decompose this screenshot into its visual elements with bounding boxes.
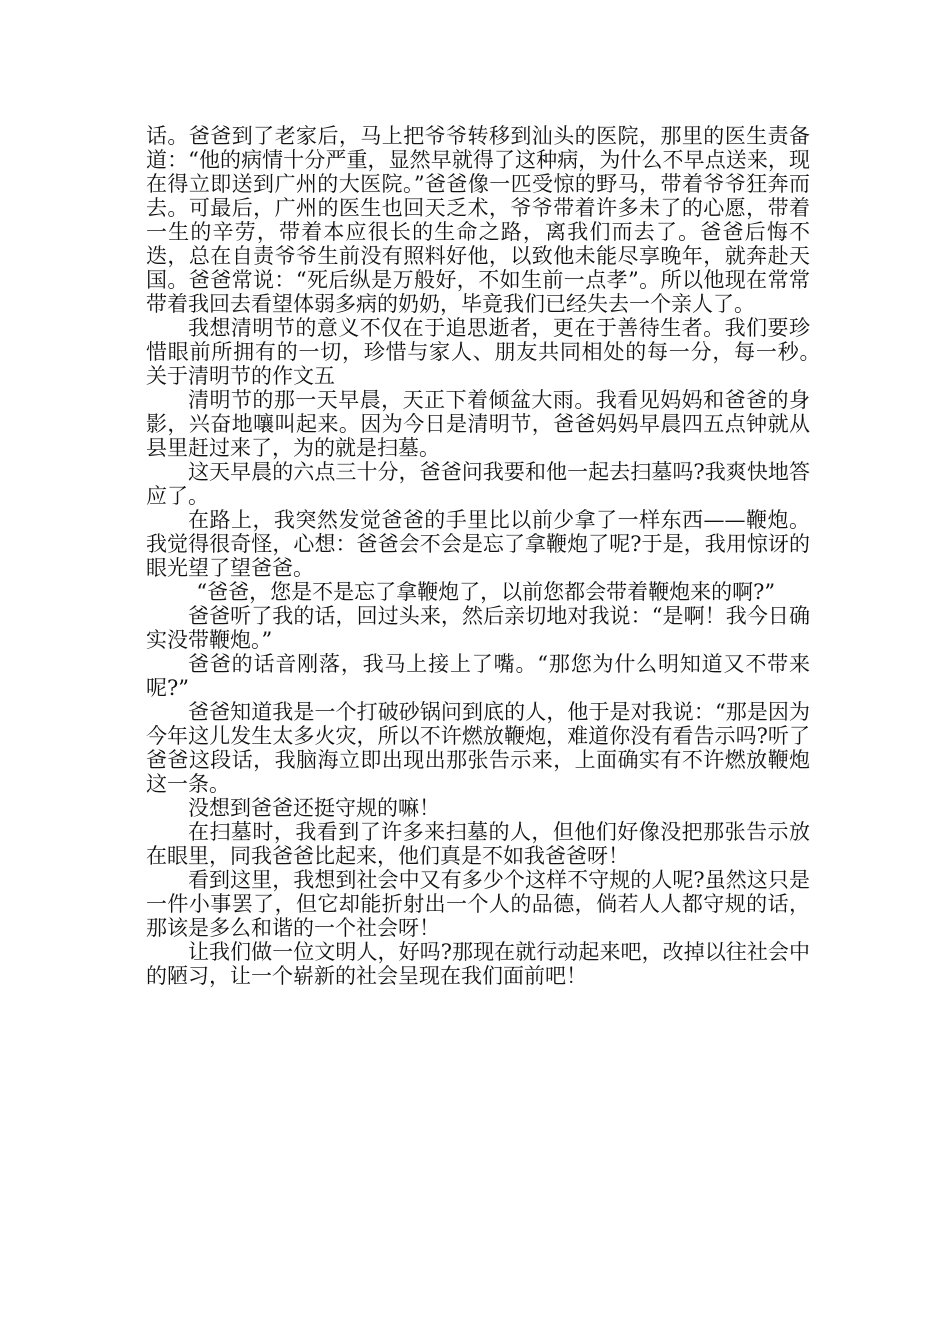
paragraph-3: 清明节的那一天早晨，天正下着倾盆大雨。我看见妈妈和爸爸的身影，兴奋地嚷叫起来。因为今日是清明节，爸爸妈妈早晨四五点钟就从县里赶过来了，为的就是扫墓。 (146, 388, 810, 460)
paragraph-5: 在路上，我突然发觉爸爸的手里比以前少拿了一样东西——鞭炮。我觉得很奇怪，心想：爸爸会不会是忘了拿鞭炮了呢?于是，我用惊讶的眼光望了望爸爸。 (146, 508, 810, 580)
paragraph-4: 这天早晨的六点三十分，爸爸问我要和他一起去扫墓吗?我爽快地答应了。 (146, 460, 810, 508)
paragraph-2: 我想清明节的意义不仅在于追思逝者，更在于善待生者。我们要珍惜眼前所拥有的一切，珍惜与家人、朋友共同相处的每一分，每一秒。 关于清明节的作文五 (146, 316, 852, 388)
paragraph-1: 话。爸爸到了老家后，马上把爷爷转移到汕头的医院，那里的医生责备道：“他的病情十分严重，显然早就得了这种病，为什么不早点送来，现在得立即送到广州的大医院。”爸爸像一匹受惊的野马，带着爷爷狂奔而去。可最后，广州的医生也回天乏术，爷爷带着许多未了的心愿，带着一生的辛劳，带着本应很长的生命之路，离我们而去了。爸爸后悔不迭，总在自责爷爷生前没有照料好他，以致他未能尽享晚年，就奔赴天国。爸爸常说：“死后纵是万般好，不如生前一点孝”。所以他现在常常带着我回去看望体弱多病的奶奶，毕竟我们已经失去一个亲人了。 (146, 124, 810, 316)
document-body (146, 124, 852, 988)
paragraph-11: 在扫墓时，我看到了许多来扫墓的人，但他们好像没把那张告示放在眼里，同我爸爸比起来，他们真是不如我爸爸呀！ (146, 820, 810, 868)
paragraph-13: 让我们做一位文明人，好吗?那现在就行动起来吧，改掉以往社会中的陋习，让一个崭新的社会呈现在我们面前吧！ (146, 940, 810, 988)
paragraph-9: 爸爸知道我是一个打破砂锅问到底的人，他于是对我说：“那是因为今年这儿发生太多火灾，所以不许燃放鞭炮，难道你没有看告示吗?听了爸爸这段话，我脑海立即出现出那张告示来，上面确实有不许燃放鞭炮这一条。 (146, 700, 810, 796)
paragraph-8: 爸爸的话音刚落，我马上接上了嘴。“那您为什么明知道又不带来呢?” (146, 652, 810, 700)
paragraph-6: “爸爸，您是不是忘了拿鞭炮了，以前您都会带着鞭炮来的啊?” (196, 580, 776, 604)
paragraph-7: 爸爸听了我的话，回过头来，然后亲切地对我说：“是啊！我今日确实没带鞭炮。” (146, 604, 810, 652)
paragraph-12: 看到这里，我想到社会中又有多少个这样不守规的人呢?虽然这只是一件小事罢了，但它却能折射出一个人的品德，倘若人人都守规的话，那该是多么和谐的一个社会呀！ (146, 868, 810, 940)
paragraph-10: 没想到爸爸还挺守规的嘛！ (188, 796, 440, 820)
